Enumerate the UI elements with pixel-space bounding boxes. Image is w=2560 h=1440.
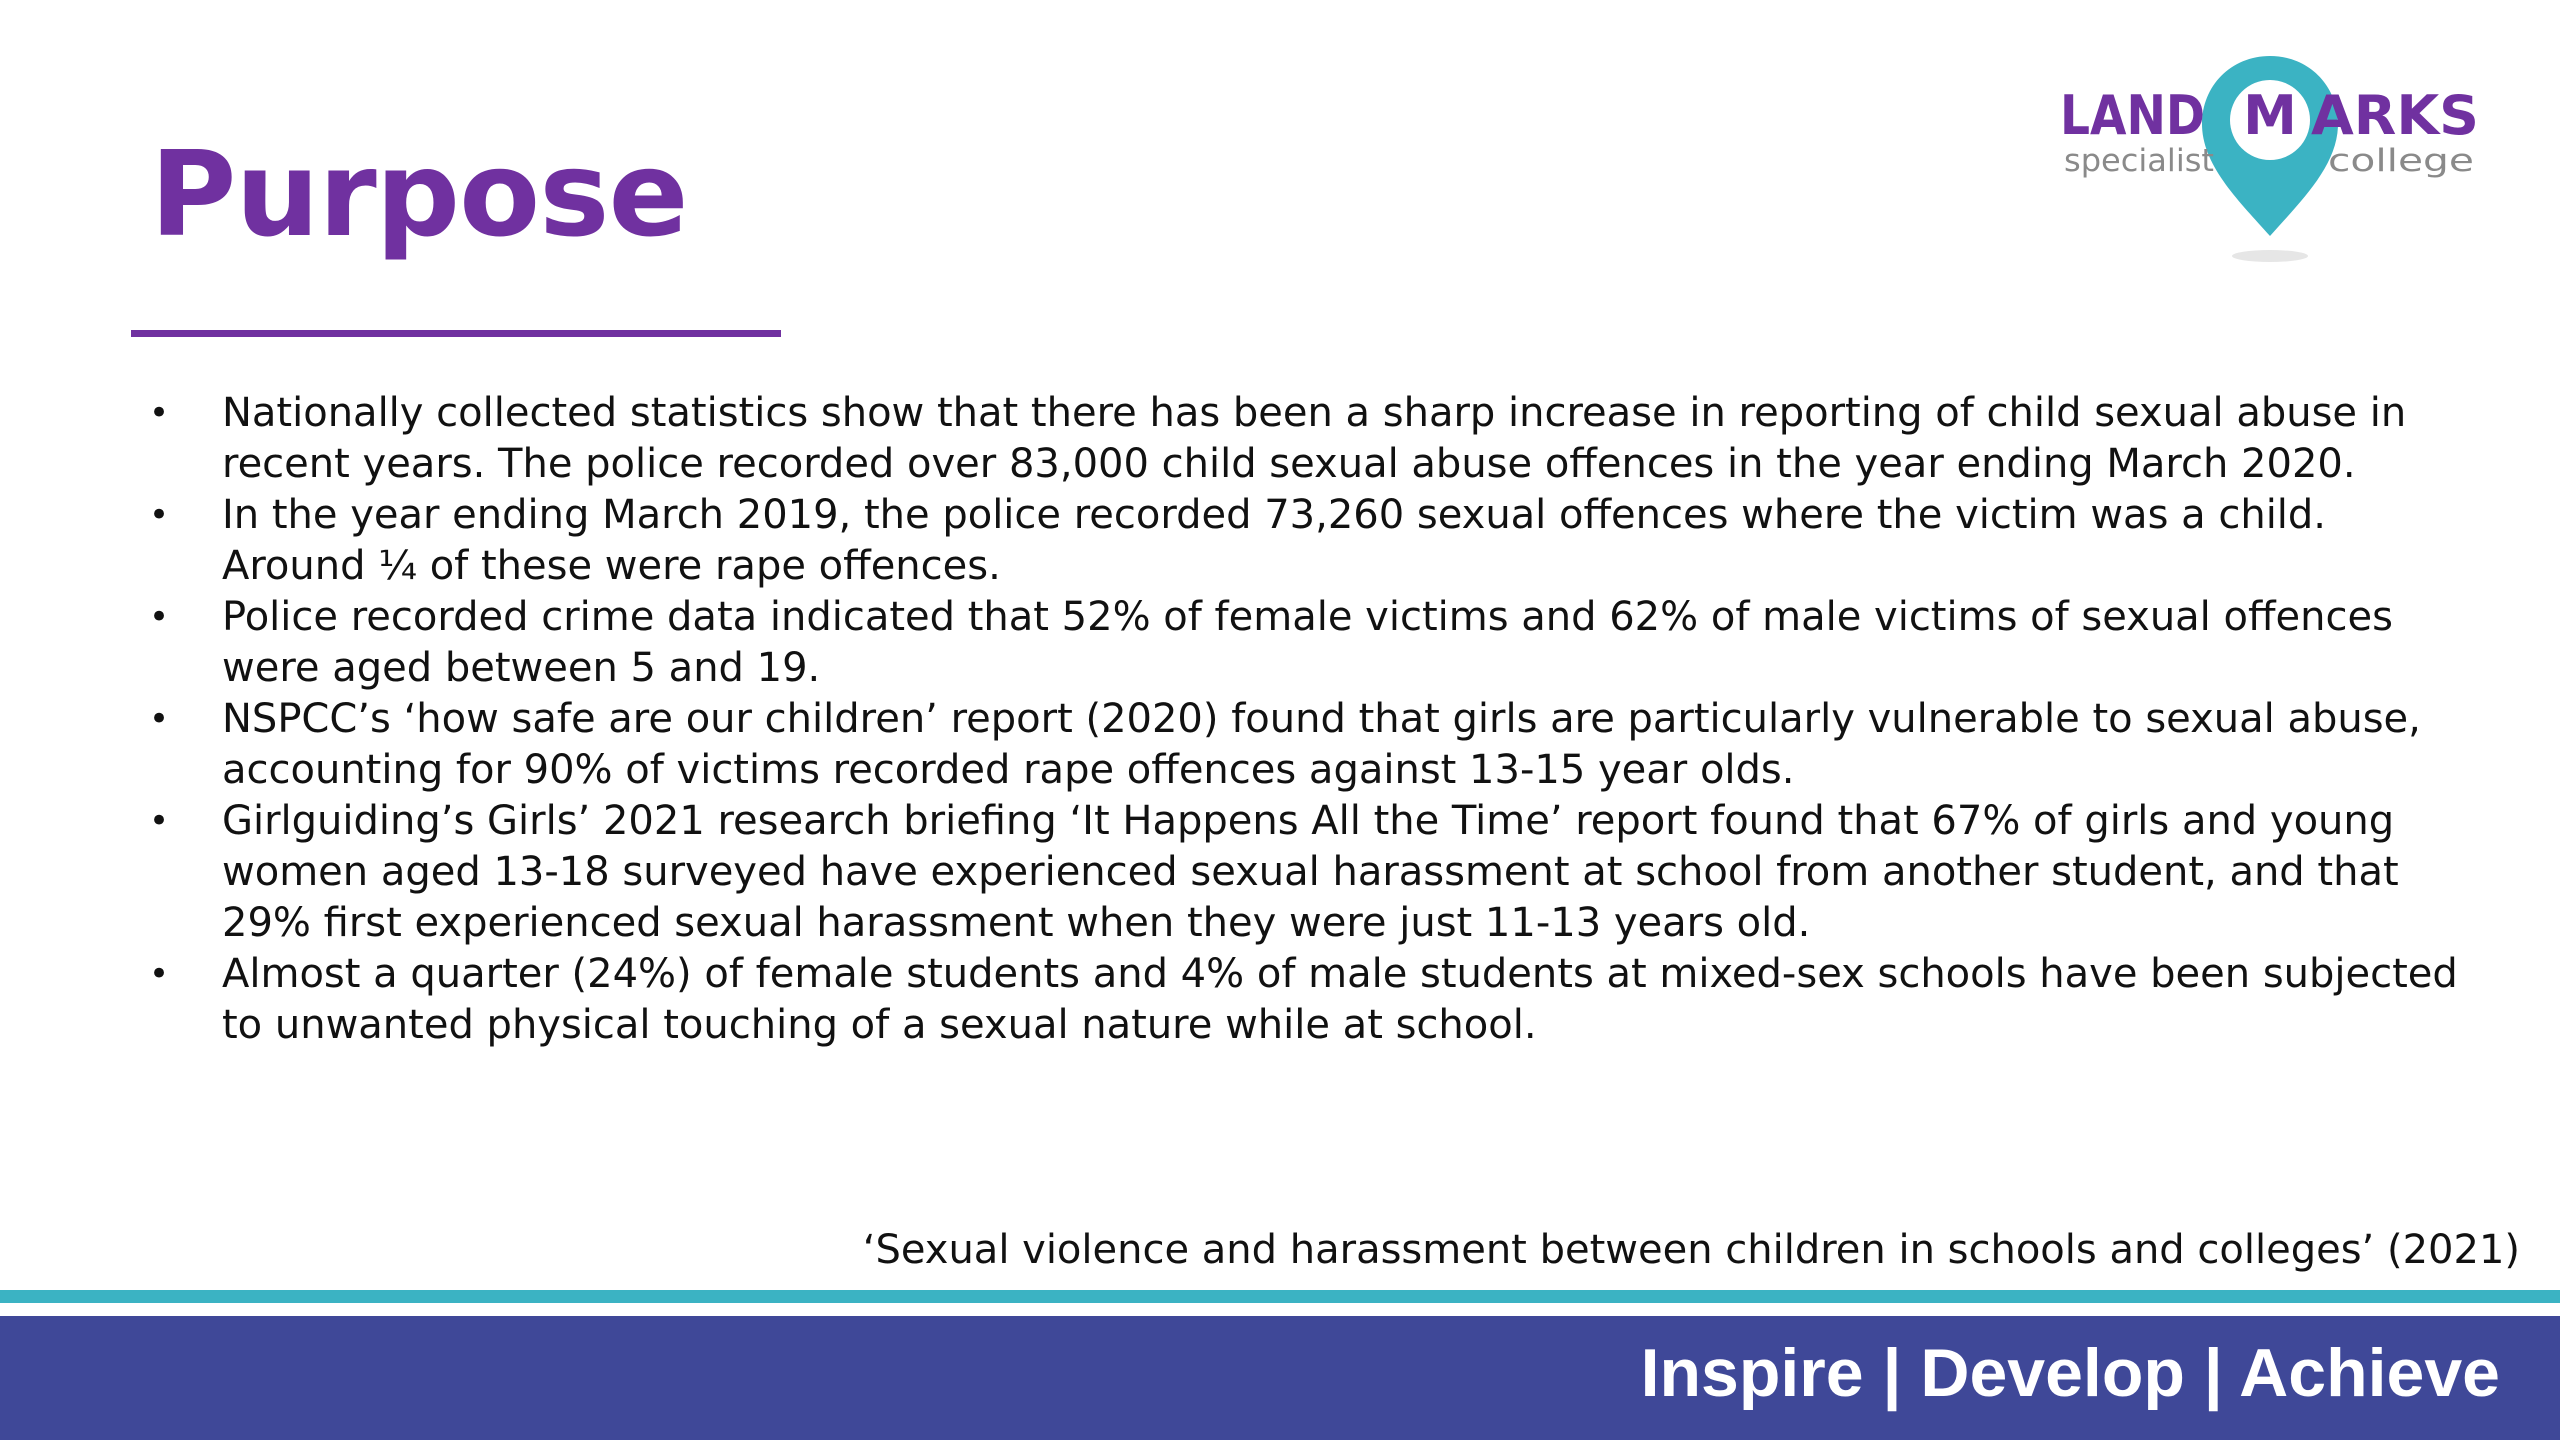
source-citation: ‘Sexual violence and harassment between children in schools and colleges’ (2021) [862, 1227, 2520, 1273]
logo-pin-shadow-icon [2232, 250, 2308, 262]
bullet-item [135, 388, 2465, 490]
bullet-text: Girlguiding’s Girls’ 2021 research briefing ‘It Happens All the Time’ report found that 67% of girls and young women aged 13-18 surveyed have experienced sexual harassment at school from another student, and that 29% first experienced sexual harassment when they were just 11-13 years old. [222, 798, 2399, 946]
bullet-item [135, 796, 2465, 949]
bullet-dot-icon: • [149, 393, 170, 433]
landmarks-logo [2050, 50, 2490, 270]
logo-subtitle-left: specialist [2064, 143, 2214, 179]
bullet-item [135, 592, 2465, 694]
bullet-dot-icon: • [149, 801, 170, 841]
bullet-text: In the year ending March 2019, the police recorded 73,260 sexual offences where the victim was a child. Around ¼ of these were rape offences. [222, 492, 2327, 589]
bullet-item [135, 949, 2465, 1051]
logo-subtitle-right: college [2328, 143, 2474, 179]
bullet-text: Almost a quarter (24%) of female students and 4% of male students at mixed-sex schools have been subjected to unwanted physical touching of a sexual nature while at school. [222, 951, 2458, 1048]
bullet-list [135, 388, 2465, 1051]
bullet-dot-icon: • [149, 954, 170, 994]
bullet-text: Police recorded crime data indicated that 52% of female victims and 62% of male victims of sexual offences were aged between 5 and 19. [222, 594, 2393, 691]
bullet-dot-icon: • [149, 495, 170, 535]
bullet-dot-icon: • [149, 699, 170, 739]
bullet-item [135, 490, 2465, 592]
bullet-item [135, 694, 2465, 796]
title-underline [131, 330, 781, 337]
bullet-text: Nationally collected statistics show that there has been a sharp increase in reporting of child sexual abuse in recent years. The police recorded over 83,000 child sexual abuse offences in the year ending March 2020. [222, 390, 2407, 487]
logo-name-pin-letter: M [2243, 84, 2297, 147]
logo-name-part1: LAND [2060, 84, 2205, 147]
bullet-dot-icon: • [149, 597, 170, 637]
footer-stripe [0, 1290, 2560, 1303]
bullet-text: NSPCC’s ‘how safe are our children’ report (2020) found that girls are particularly vulnerable to sexual abuse, accounting for 90% of victims recorded rape offences against 13-15 year olds. [222, 696, 2421, 793]
slide-title: Purpose [150, 125, 688, 263]
footer-tagline: Inspire | Develop | Achieve [1640, 1335, 2500, 1411]
logo-name-part2: ARKS [2311, 84, 2479, 147]
